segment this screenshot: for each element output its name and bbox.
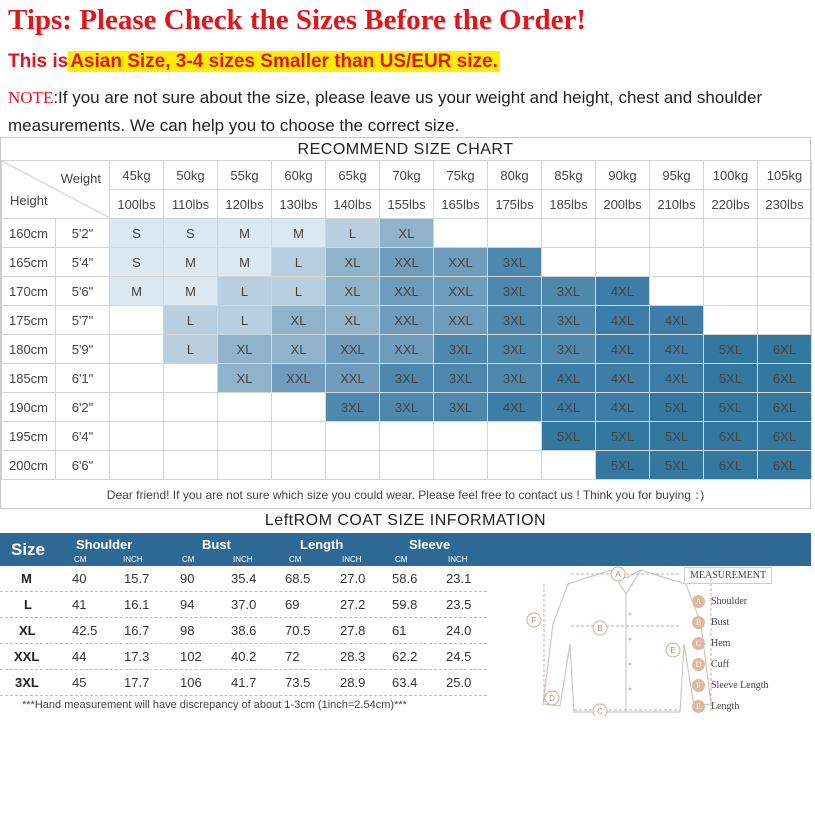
legend-marker: F bbox=[692, 679, 705, 692]
size-cell: 6XL bbox=[704, 422, 758, 451]
size-cell bbox=[272, 393, 326, 422]
size-cell: 4XL bbox=[488, 393, 542, 422]
weight-kg-header: 70kg bbox=[380, 161, 434, 190]
unit-inch: INCH bbox=[123, 555, 143, 564]
size-cell: L bbox=[218, 277, 272, 306]
weight-lbs-header: 175lbs bbox=[488, 190, 542, 219]
size-cell: S bbox=[110, 219, 164, 248]
height-ft: 5'9" bbox=[56, 335, 110, 364]
coat-measure-value: 25.0 bbox=[446, 675, 472, 690]
coat-measure-value: 27.8 bbox=[340, 623, 366, 638]
legend-item bbox=[692, 637, 730, 650]
weight-lbs-header: 155lbs bbox=[380, 190, 434, 219]
size-cell: 3XL bbox=[488, 335, 542, 364]
size-cell: L bbox=[272, 277, 326, 306]
height-ft: 6'4" bbox=[56, 422, 110, 451]
weight-kg-header: 65kg bbox=[326, 161, 380, 190]
height-cm: 200cm bbox=[2, 451, 56, 480]
coat-diagram bbox=[516, 564, 811, 716]
coat-measure-value: 41.7 bbox=[231, 675, 257, 690]
coat-measure-value: 23.5 bbox=[446, 597, 472, 612]
size-cell: 4XL bbox=[650, 364, 704, 393]
notice-prefix: This is bbox=[8, 51, 69, 72]
size-cell: 6XL bbox=[704, 451, 758, 480]
size-cell bbox=[272, 422, 326, 451]
size-cell: 5XL bbox=[596, 451, 650, 480]
size-cell bbox=[704, 219, 758, 248]
size-cell: 3XL bbox=[488, 277, 542, 306]
size-cell bbox=[380, 451, 434, 480]
size-cell bbox=[218, 422, 272, 451]
height-cm: 190cm bbox=[2, 393, 56, 422]
height-cm: 180cm bbox=[2, 335, 56, 364]
size-cell: L bbox=[326, 219, 380, 248]
size-cell: M bbox=[164, 248, 218, 277]
weight-kg-header: 45kg bbox=[110, 161, 164, 190]
coat-measure-value: 28.9 bbox=[340, 675, 366, 690]
height-ft: 5'7" bbox=[56, 306, 110, 335]
weight-kg-header: 85kg bbox=[542, 161, 596, 190]
size-cell bbox=[488, 422, 542, 451]
size-cell: 3XL bbox=[488, 306, 542, 335]
measure-markers bbox=[527, 567, 680, 716]
size-cell: M bbox=[272, 219, 326, 248]
coat-size-label: XXL bbox=[14, 649, 40, 664]
height-row bbox=[2, 248, 812, 277]
tips-heading: Tips: Please Check the Sizes Before the Order! bbox=[8, 4, 587, 36]
coat-measure-value: 27.2 bbox=[340, 597, 366, 612]
coat-measure-value: 45 bbox=[72, 675, 87, 690]
size-cell: XXL bbox=[380, 335, 434, 364]
size-cell: XL bbox=[218, 364, 272, 393]
unit-inch: INCH bbox=[448, 555, 468, 564]
size-cell bbox=[704, 277, 758, 306]
height-row bbox=[2, 306, 812, 335]
coat-measure-value: 40.2 bbox=[231, 649, 257, 664]
size-cell: 5XL bbox=[704, 393, 758, 422]
height-cm: 185cm bbox=[2, 364, 56, 393]
height-ft: 5'2" bbox=[56, 219, 110, 248]
coat-info-title: LeftROM COAT SIZE INFORMATION bbox=[264, 512, 547, 529]
size-cell: 3XL bbox=[434, 364, 488, 393]
coat-measure-value: 44 bbox=[72, 649, 87, 664]
coat-size-row bbox=[0, 618, 487, 644]
coat-measure-value: 17.7 bbox=[124, 675, 150, 690]
coat-outline bbox=[543, 570, 711, 712]
size-cell: 5XL bbox=[650, 393, 704, 422]
weight-kg-header: 80kg bbox=[488, 161, 542, 190]
size-cell: XXL bbox=[272, 364, 326, 393]
size-cell bbox=[650, 219, 704, 248]
coat-measure-value: 62.2 bbox=[392, 649, 418, 664]
marker-letter: F bbox=[531, 616, 537, 625]
size-cell bbox=[434, 219, 488, 248]
weight-kg-header: 95kg bbox=[650, 161, 704, 190]
size-cell bbox=[110, 335, 164, 364]
height-row bbox=[2, 364, 812, 393]
size-cell: XXL bbox=[434, 248, 488, 277]
size-cell: XL bbox=[218, 335, 272, 364]
size-cell bbox=[164, 393, 218, 422]
coat-size-row bbox=[0, 592, 487, 618]
legend-label: Cuff bbox=[711, 658, 730, 670]
height-cm: 160cm bbox=[2, 219, 56, 248]
height-row bbox=[2, 422, 812, 451]
size-chart-grid bbox=[1, 160, 812, 480]
measure-lines bbox=[544, 574, 711, 712]
height-row bbox=[2, 335, 812, 364]
legend-label: Bust bbox=[711, 616, 730, 628]
size-cell: 3XL bbox=[542, 306, 596, 335]
coat-size-label: 3XL bbox=[15, 675, 39, 690]
size-cell: 4XL bbox=[596, 277, 650, 306]
coat-measure-value: 59.8 bbox=[392, 597, 418, 612]
coat-measure-value: 41 bbox=[72, 597, 87, 612]
size-cell: 5XL bbox=[596, 422, 650, 451]
size-cell: L bbox=[272, 248, 326, 277]
marker-letter: A bbox=[615, 570, 621, 579]
size-cell: M bbox=[164, 277, 218, 306]
coat-measure-value: 90 bbox=[180, 571, 195, 586]
weight-lbs-header: 110lbs bbox=[164, 190, 218, 219]
size-cell: 6XL bbox=[758, 451, 812, 480]
marker-letter: B bbox=[597, 624, 603, 633]
size-cell: 4XL bbox=[596, 335, 650, 364]
coat-measure-value: 102 bbox=[180, 649, 202, 664]
coat-measure-value: 63.4 bbox=[392, 675, 418, 690]
unit-cm: CM bbox=[289, 555, 302, 564]
coat-measure-value: 106 bbox=[180, 675, 202, 690]
size-cell: 3XL bbox=[542, 277, 596, 306]
size-cell: XL bbox=[272, 335, 326, 364]
legend-item bbox=[692, 679, 768, 692]
size-cell: XXL bbox=[380, 306, 434, 335]
coat-measure-value: 73.5 bbox=[285, 675, 311, 690]
recommend-size-chart bbox=[0, 137, 811, 509]
size-cell: 5XL bbox=[704, 364, 758, 393]
weight-kg-header: 55kg bbox=[218, 161, 272, 190]
size-cell: 3XL bbox=[542, 335, 596, 364]
coat-measure-value: 15.7 bbox=[124, 571, 150, 586]
coat-measure-value: 37.0 bbox=[231, 597, 257, 612]
legend-item bbox=[692, 700, 739, 713]
coat-col-sleeve: Sleeve bbox=[409, 537, 451, 552]
height-cm: 170cm bbox=[2, 277, 56, 306]
height-ft: 6'6" bbox=[56, 451, 110, 480]
coat-measure-value: 24.5 bbox=[446, 649, 472, 664]
coat-measure-value: 72 bbox=[285, 649, 300, 664]
size-cell: XXL bbox=[326, 335, 380, 364]
coat-size-row bbox=[0, 670, 487, 696]
weight-lbs-header: 200lbs bbox=[596, 190, 650, 219]
coat-measure-value: 69 bbox=[285, 597, 300, 612]
weight-kg-header: 90kg bbox=[596, 161, 650, 190]
size-cell: 3XL bbox=[326, 393, 380, 422]
size-cell: 4XL bbox=[596, 306, 650, 335]
height-cm: 175cm bbox=[2, 306, 56, 335]
size-cell bbox=[758, 306, 812, 335]
coat-size-row bbox=[0, 644, 487, 670]
legend-label: Hem bbox=[711, 637, 731, 649]
legend-label: Shoulder bbox=[711, 595, 748, 607]
coat-measure-value: 68.5 bbox=[285, 571, 311, 586]
size-chart-footer: Dear friend! If you are not sure which size you could wear. Please feel free to contact us ! Think you for buying ：) bbox=[106, 488, 705, 502]
size-cell: L bbox=[164, 335, 218, 364]
height-ft: 5'6" bbox=[56, 277, 110, 306]
weight-lbs-header: 120lbs bbox=[218, 190, 272, 219]
weight-lbs-header: 100lbs bbox=[110, 190, 164, 219]
coat-measure-value: 16.7 bbox=[124, 623, 150, 638]
height-label: Height bbox=[10, 193, 48, 208]
coat-measure-value: 61 bbox=[392, 623, 407, 638]
weight-kg-header: 100kg bbox=[704, 161, 758, 190]
size-cell bbox=[704, 306, 758, 335]
size-chart-title: RECOMMEND SIZE CHART bbox=[297, 141, 514, 158]
size-cell: XXL bbox=[380, 248, 434, 277]
weight-lbs-header: 140lbs bbox=[326, 190, 380, 219]
size-cell bbox=[596, 219, 650, 248]
size-cell: XXL bbox=[434, 306, 488, 335]
coat-size-label: XL bbox=[19, 623, 36, 638]
legend-marker: B bbox=[692, 616, 705, 629]
weight-lbs-header: 185lbs bbox=[542, 190, 596, 219]
weight-lbs-header: 165lbs bbox=[434, 190, 488, 219]
size-cell: 6XL bbox=[758, 364, 812, 393]
size-cell bbox=[650, 248, 704, 277]
weight-kg-header: 75kg bbox=[434, 161, 488, 190]
size-cell: 4XL bbox=[650, 335, 704, 364]
size-cell: 3XL bbox=[434, 335, 488, 364]
size-cell bbox=[704, 248, 758, 277]
size-cell: M bbox=[218, 248, 272, 277]
height-ft: 6'2" bbox=[56, 393, 110, 422]
size-cell: L bbox=[164, 306, 218, 335]
size-cell: XL bbox=[326, 248, 380, 277]
height-row bbox=[2, 393, 812, 422]
size-cell bbox=[164, 364, 218, 393]
height-cm: 195cm bbox=[2, 422, 56, 451]
size-cell: 3XL bbox=[488, 364, 542, 393]
size-cell bbox=[542, 451, 596, 480]
weight-lbs-header: 210lbs bbox=[650, 190, 704, 219]
coat-buttons bbox=[629, 613, 632, 691]
unit-inch: INCH bbox=[233, 555, 253, 564]
size-cell: 3XL bbox=[380, 393, 434, 422]
weight-label: Weight bbox=[60, 171, 101, 186]
size-cell bbox=[272, 451, 326, 480]
size-cell: 4XL bbox=[596, 364, 650, 393]
size-cell: XXL bbox=[434, 277, 488, 306]
coat-measure-value: 17.3 bbox=[124, 649, 150, 664]
height-row bbox=[2, 277, 812, 306]
legend-item bbox=[692, 616, 729, 629]
size-cell: XL bbox=[380, 219, 434, 248]
size-cell: XXL bbox=[326, 364, 380, 393]
size-cell bbox=[596, 248, 650, 277]
coat-col-bust: Bust bbox=[202, 537, 231, 552]
size-cell: S bbox=[110, 248, 164, 277]
size-cell bbox=[650, 277, 704, 306]
weight-lbs-header: 130lbs bbox=[272, 190, 326, 219]
weight-kg-header: 50kg bbox=[164, 161, 218, 190]
height-cm: 165cm bbox=[2, 248, 56, 277]
unit-inch: INCH bbox=[342, 555, 362, 564]
size-cell: 6XL bbox=[758, 335, 812, 364]
weight-kg-header: 105kg bbox=[758, 161, 812, 190]
size-cell bbox=[758, 248, 812, 277]
coat-measure-value: 40 bbox=[72, 571, 87, 586]
unit-cm: CM bbox=[182, 555, 195, 564]
size-cell: 4XL bbox=[596, 393, 650, 422]
size-cell: 5XL bbox=[542, 422, 596, 451]
coat-col-shoulder: Shoulder bbox=[76, 537, 133, 552]
legend-marker: A bbox=[692, 595, 705, 608]
height-ft: 6'1" bbox=[56, 364, 110, 393]
legend-marker: C bbox=[692, 637, 705, 650]
size-cell: L bbox=[218, 306, 272, 335]
height-row bbox=[2, 451, 812, 480]
legend-label: Sleeve Length bbox=[711, 679, 769, 691]
unit-cm: CM bbox=[395, 555, 408, 564]
size-cell bbox=[434, 422, 488, 451]
size-cell bbox=[164, 451, 218, 480]
size-cell: 5XL bbox=[650, 422, 704, 451]
size-cell: 3XL bbox=[434, 393, 488, 422]
coat-measure-value: 70.5 bbox=[285, 623, 311, 638]
size-cell bbox=[542, 248, 596, 277]
size-cell bbox=[326, 422, 380, 451]
size-cell: 4XL bbox=[542, 364, 596, 393]
marker-letter: C bbox=[597, 707, 603, 716]
size-cell: 5XL bbox=[704, 335, 758, 364]
size-cell bbox=[110, 451, 164, 480]
size-cell: 5XL bbox=[650, 451, 704, 480]
coat-info-header bbox=[0, 533, 811, 566]
coat-measure-value: 42.5 bbox=[72, 623, 98, 638]
size-cell bbox=[218, 393, 272, 422]
size-cell bbox=[110, 306, 164, 335]
marker-letter: E bbox=[670, 646, 676, 655]
weight-lbs-header: 230lbs bbox=[758, 190, 812, 219]
weight-kg-header: 60kg bbox=[272, 161, 326, 190]
size-cell: 3XL bbox=[488, 248, 542, 277]
coat-measure-value: 27.0 bbox=[340, 571, 366, 586]
note-text: :If you are not sure about the size, please leave us your weight and height, chest and shoulder measurements. We can help you to choose the correct size. bbox=[8, 88, 763, 135]
size-cell bbox=[434, 451, 488, 480]
coat-measure-value: 94 bbox=[180, 597, 195, 612]
coat-measure-value: 58.6 bbox=[392, 571, 418, 586]
size-cell bbox=[488, 219, 542, 248]
legend-label: Length bbox=[711, 700, 740, 712]
weight-height-corner bbox=[2, 161, 110, 219]
size-cell bbox=[110, 393, 164, 422]
size-cell bbox=[110, 422, 164, 451]
size-cell: 6XL bbox=[758, 422, 812, 451]
coat-size-label: L bbox=[24, 597, 32, 612]
measurement-footnote: ***Hand measurement will have discrepancy of about 1-3cm (1inch=2.54cm)*** bbox=[22, 699, 407, 711]
size-cell bbox=[110, 364, 164, 393]
size-column-header: Size bbox=[11, 540, 46, 559]
coat-measure-value: 38.6 bbox=[231, 623, 257, 638]
coat-measure-value: 16.1 bbox=[124, 597, 150, 612]
size-cell: 4XL bbox=[542, 393, 596, 422]
asian-size-notice bbox=[8, 51, 500, 73]
size-cell: 3XL bbox=[380, 364, 434, 393]
size-cell bbox=[758, 219, 812, 248]
size-cell: XL bbox=[326, 306, 380, 335]
size-note bbox=[8, 84, 813, 140]
size-cell: XXL bbox=[380, 277, 434, 306]
legend-marker: E bbox=[692, 700, 705, 713]
size-cell bbox=[218, 451, 272, 480]
coat-measure-value: 24.0 bbox=[446, 623, 472, 638]
size-cell: M bbox=[218, 219, 272, 248]
coat-measure-value: 23.1 bbox=[446, 571, 472, 586]
size-cell: M bbox=[110, 277, 164, 306]
unit-cm: CM bbox=[74, 555, 87, 564]
size-cell: XL bbox=[272, 306, 326, 335]
size-cell bbox=[164, 422, 218, 451]
size-cell: S bbox=[164, 219, 218, 248]
size-cell bbox=[542, 219, 596, 248]
measurement-label: MEASUREMENT bbox=[684, 567, 772, 584]
weight-lbs-header: 220lbs bbox=[704, 190, 758, 219]
notice-highlight: Asian Size, 3-4 sizes Smaller than US/EUR size. bbox=[70, 51, 498, 72]
coat-col-length: Length bbox=[300, 537, 344, 552]
coat-measure-value: 28.3 bbox=[340, 649, 366, 664]
size-cell bbox=[326, 451, 380, 480]
size-cell: XL bbox=[326, 277, 380, 306]
size-cell bbox=[758, 277, 812, 306]
legend-item bbox=[692, 595, 747, 608]
size-cell: 4XL bbox=[650, 306, 704, 335]
height-row bbox=[2, 219, 812, 248]
coat-size-label: M bbox=[21, 571, 32, 586]
legend-marker: D bbox=[692, 658, 705, 671]
size-cell bbox=[380, 422, 434, 451]
height-ft: 5'4" bbox=[56, 248, 110, 277]
legend-item bbox=[692, 658, 729, 671]
coat-measure-value: 98 bbox=[180, 623, 195, 638]
note-label: NOTE bbox=[8, 88, 54, 107]
coat-size-row bbox=[0, 566, 487, 592]
size-cell: 6XL bbox=[758, 393, 812, 422]
size-cell bbox=[488, 451, 542, 480]
coat-measure-value: 35.4 bbox=[231, 571, 257, 586]
marker-letter: D bbox=[549, 694, 555, 703]
